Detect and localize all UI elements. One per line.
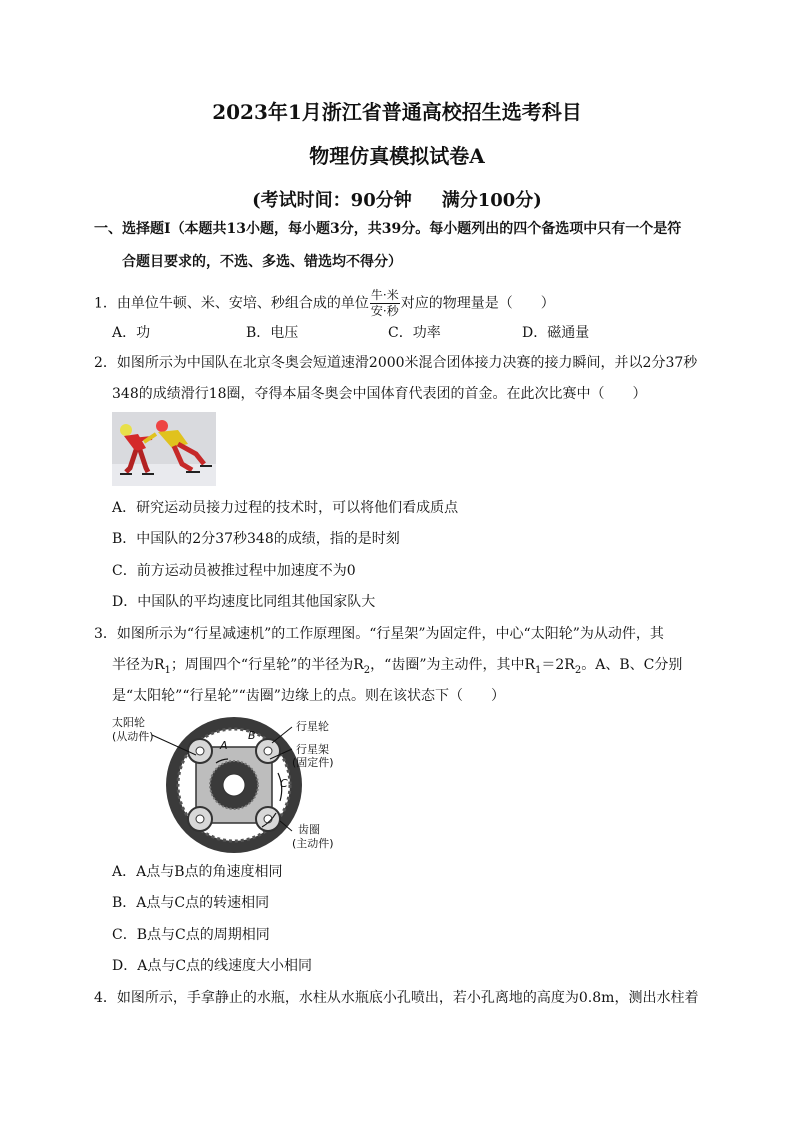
label-ring-gear: 齿圈: [298, 823, 320, 836]
exam-time: (考试时间：90分钟: [252, 190, 412, 211]
q3-text-b: ；周围四个“行星轮”的半径为R: [170, 657, 364, 673]
q3-option-a: A．A点与B点的角速度相同: [112, 864, 283, 880]
unit-fraction: [370, 288, 400, 319]
label-carrier: 行星架: [296, 743, 329, 756]
label-ring-gear-role: (主动件): [292, 837, 334, 850]
q2-option-d: D．中国队的平均速度比同组其他国家队大: [112, 594, 376, 610]
question-2-line1: 2．如图所示为中国队在北京冬奥会短道速滑2000米混合团体接力决赛的接力瞬间，并以2分37秒: [94, 355, 698, 371]
q1-option-a: A．功: [112, 325, 151, 341]
q1-option-d: D．磁通量: [522, 325, 590, 341]
label-point-c: C: [280, 777, 288, 790]
q3-option-d: D．A点与C点的线速度大小相同: [112, 958, 313, 974]
label-sun-gear: 太阳轮: [112, 716, 145, 729]
question-3-line2: [112, 655, 682, 681]
exam-subtitle: 物理仿真模拟试卷A: [309, 144, 485, 168]
q2-option-b: B．中国队的2分37秒348的成绩，指的是时刻: [112, 531, 400, 547]
planetary-gear-diagram: [112, 713, 356, 855]
label-planet-gear: 行星轮: [296, 720, 329, 733]
question-1-stem: [94, 288, 555, 319]
question-2-line2: 348的成绩滑行18圈，夺得本届冬奥会中国体育代表团的首金。在此次比赛中（ ）: [112, 386, 647, 402]
fraction-numerator: 牛·米: [370, 288, 399, 302]
speed-skating-photo: [112, 412, 216, 486]
q1-stem-before: 1．由单位牛顿、米、安培、秒组合成的单位: [94, 295, 369, 312]
fraction-denominator: 安·秒: [370, 304, 399, 318]
q3-sub-1b: 1: [535, 664, 542, 676]
q3-sub-1: 1: [164, 664, 171, 676]
q1-option-b: B．电压: [246, 325, 299, 341]
section-desc-line2: 合题目要求的，不选、多选、错选均不得分）: [122, 254, 402, 270]
q3-option-b: B．A点与C点的转速相同: [112, 895, 270, 911]
q1-stem-after: 对应的物理量是（ ）: [400, 295, 555, 312]
q3-sub-2: 2: [363, 664, 371, 676]
label-point-b: B: [248, 729, 256, 742]
q3-sub-2b: 2: [574, 664, 582, 676]
section-heading: [94, 219, 681, 239]
question-4-line1: 4．如图所示，手拿静止的水瓶，水柱从水瓶底小孔喷出，若小孔离地的高度为0.8m，测出水柱着: [94, 990, 699, 1006]
q1-option-c: C．功率: [388, 325, 441, 341]
label-point-a: A: [220, 739, 228, 752]
q2-option-c: C．前方运动员被推过程中加速度不为0: [112, 563, 356, 579]
q3-text-d: ＝2R: [541, 657, 575, 673]
exam-info: [0, 186, 794, 212]
question-3-line1: 3．如图所示为“行星减速机”的工作原理图。“行星架”为固定件，中心“太阳轮”为从动件，其: [94, 626, 664, 642]
exam-title: 2023年1月浙江省普通高校招生选考科目: [212, 100, 582, 124]
full-score: 满分100分): [441, 190, 542, 211]
q3-text-e: 。A、B、C分别: [581, 657, 683, 673]
section-title: 一、选择题Ⅰ: [94, 221, 171, 237]
q3-option-c: C．B点与C点的周期相同: [112, 927, 270, 943]
q3-text-a: 半径为R: [112, 657, 165, 673]
label-sun-gear-role: (从动件): [112, 730, 154, 743]
q2-option-a: A．研究运动员接力过程的技术时，可以将他们看成质点: [112, 500, 459, 516]
section-desc-line1: （本题共13小题，每小题3分，共39分。每小题列出的四个备选项中只有一个是符: [170, 221, 682, 237]
label-carrier-role: (固定件): [292, 756, 334, 769]
q3-text-c: ，“齿圈”为主动件，其中R: [370, 657, 536, 673]
question-3-line3: 是“太阳轮”“行星轮”“齿圈”边缘上的点。则在该状态下（ ）: [112, 688, 505, 704]
